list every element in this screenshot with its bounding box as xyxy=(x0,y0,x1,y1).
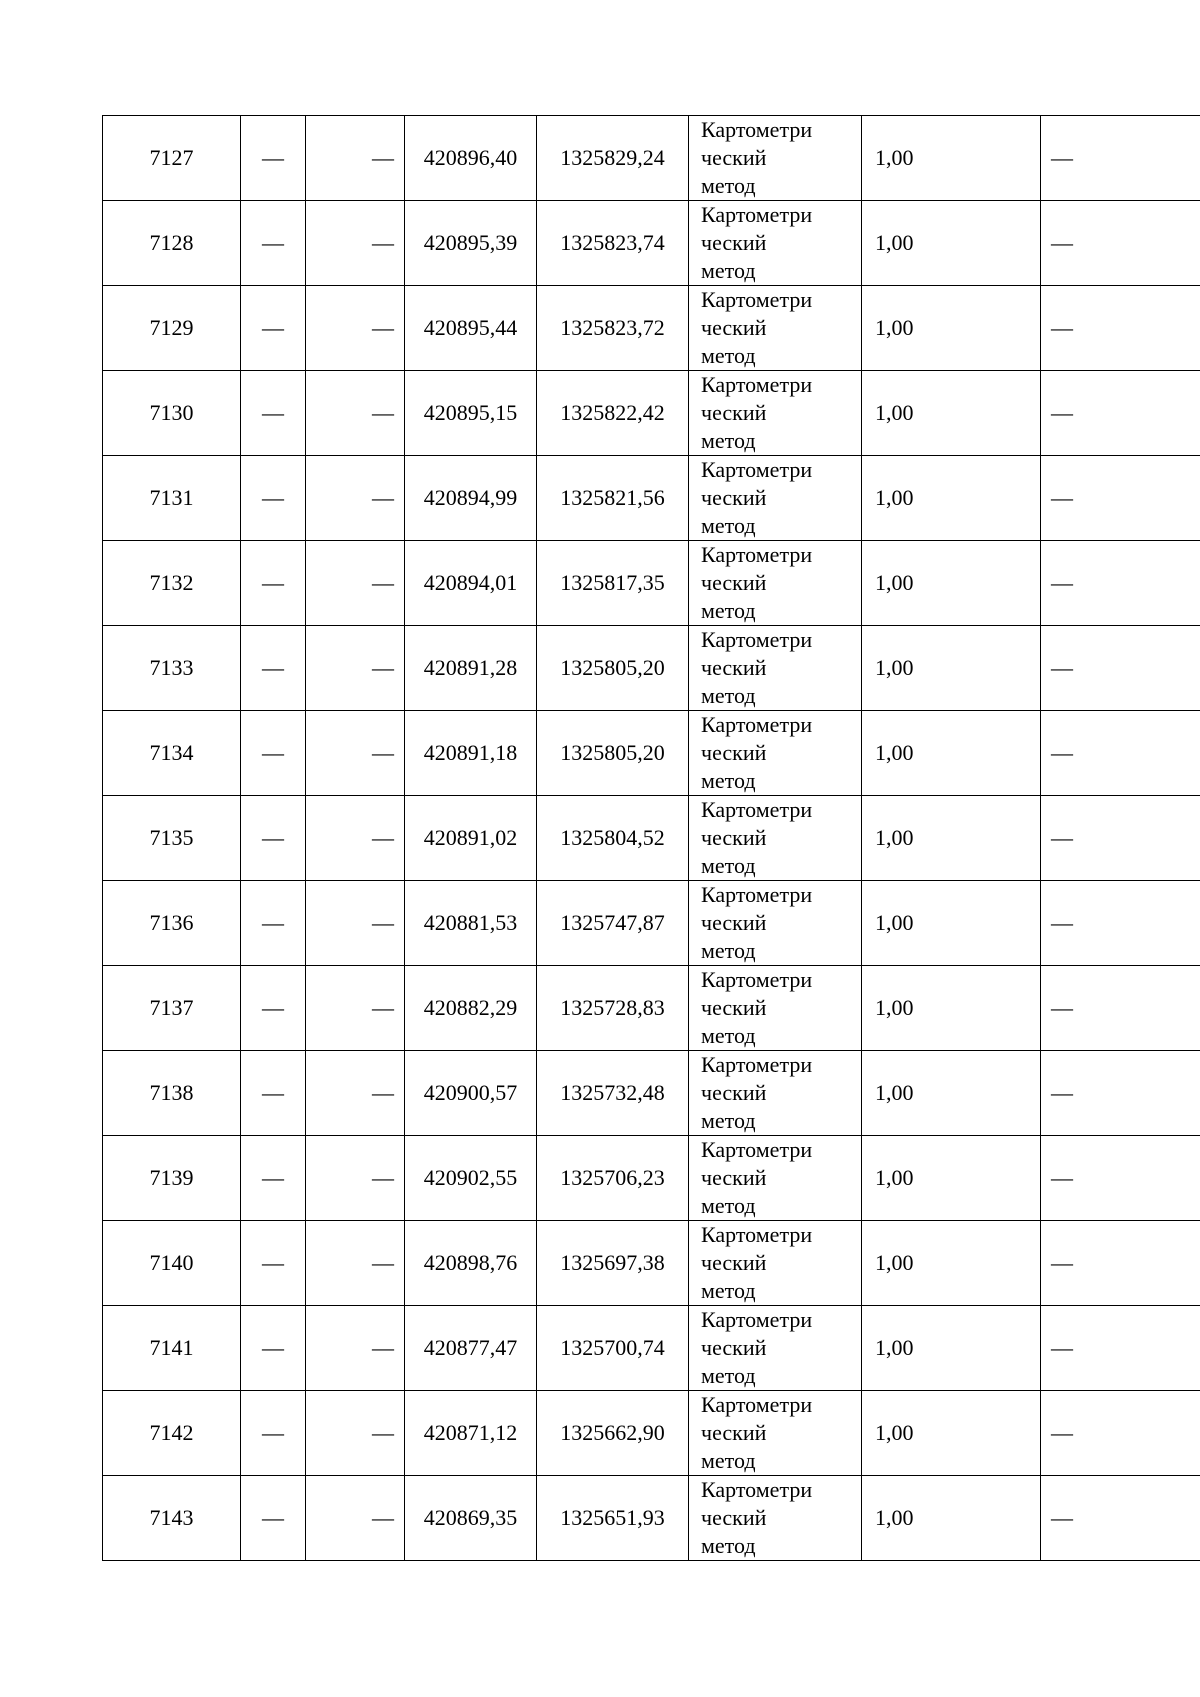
empty-dash-cell: — xyxy=(241,541,306,626)
empty-dash-cell: — xyxy=(1041,966,1200,1051)
accuracy-cell: 1,00 xyxy=(862,286,1041,371)
point-number-cell: 7138 xyxy=(103,1051,241,1136)
table-row xyxy=(103,1221,1200,1306)
x-coordinate-cell: 420896,40 xyxy=(405,116,537,201)
x-coordinate-cell: 420895,15 xyxy=(405,371,537,456)
accuracy-cell: 1,00 xyxy=(862,201,1041,286)
x-coordinate-cell: 420894,99 xyxy=(405,456,537,541)
empty-dash-cell: — xyxy=(241,371,306,456)
table-row xyxy=(103,1391,1200,1476)
accuracy-cell: 1,00 xyxy=(862,1136,1041,1221)
x-coordinate-cell: 420898,76 xyxy=(405,1221,537,1306)
method-cell: Картометри ческий метод xyxy=(689,711,862,796)
empty-dash-cell: — xyxy=(1041,1306,1200,1391)
point-number-cell: 7139 xyxy=(103,1136,241,1221)
empty-dash-cell: — xyxy=(1041,881,1200,966)
empty-dash-cell: — xyxy=(306,966,405,1051)
table-row xyxy=(103,371,1200,456)
empty-dash-cell: — xyxy=(306,1391,405,1476)
table-row xyxy=(103,881,1200,966)
x-coordinate-cell: 420891,02 xyxy=(405,796,537,881)
x-coordinate-cell: 420877,47 xyxy=(405,1306,537,1391)
x-coordinate-cell: 420871,12 xyxy=(405,1391,537,1476)
x-coordinate-cell: 420902,55 xyxy=(405,1136,537,1221)
point-number-cell: 7133 xyxy=(103,626,241,711)
table-row xyxy=(103,1051,1200,1136)
empty-dash-cell: — xyxy=(306,626,405,711)
empty-dash-cell: — xyxy=(1041,371,1200,456)
accuracy-cell: 1,00 xyxy=(862,881,1041,966)
method-cell: Картометри ческий метод xyxy=(689,286,862,371)
method-cell: Картометри ческий метод xyxy=(689,1476,862,1561)
empty-dash-cell: — xyxy=(1041,456,1200,541)
y-coordinate-cell: 1325804,52 xyxy=(537,796,689,881)
empty-dash-cell: — xyxy=(306,1476,405,1561)
table-row xyxy=(103,541,1200,626)
table-body xyxy=(103,116,1200,1561)
empty-dash-cell: — xyxy=(306,116,405,201)
table-row xyxy=(103,966,1200,1051)
empty-dash-cell: — xyxy=(241,1306,306,1391)
method-cell: Картометри ческий метод xyxy=(689,201,862,286)
empty-dash-cell: — xyxy=(1041,541,1200,626)
table-row xyxy=(103,1476,1200,1561)
accuracy-cell: 1,00 xyxy=(862,1221,1041,1306)
table-row xyxy=(103,796,1200,881)
empty-dash-cell: — xyxy=(241,116,306,201)
y-coordinate-cell: 1325700,74 xyxy=(537,1306,689,1391)
accuracy-cell: 1,00 xyxy=(862,1391,1041,1476)
accuracy-cell: 1,00 xyxy=(862,796,1041,881)
accuracy-cell: 1,00 xyxy=(862,1051,1041,1136)
empty-dash-cell: — xyxy=(241,201,306,286)
point-number-cell: 7127 xyxy=(103,116,241,201)
method-cell: Картометри ческий метод xyxy=(689,1391,862,1476)
method-cell: Картометри ческий метод xyxy=(689,1306,862,1391)
empty-dash-cell: — xyxy=(1041,286,1200,371)
empty-dash-cell: — xyxy=(241,1476,306,1561)
table-row xyxy=(103,116,1200,201)
method-cell: Картометри ческий метод xyxy=(689,456,862,541)
method-cell: Картометри ческий метод xyxy=(689,881,862,966)
x-coordinate-cell: 420869,35 xyxy=(405,1476,537,1561)
empty-dash-cell: — xyxy=(1041,1476,1200,1561)
accuracy-cell: 1,00 xyxy=(862,1306,1041,1391)
y-coordinate-cell: 1325805,20 xyxy=(537,711,689,796)
y-coordinate-cell: 1325805,20 xyxy=(537,626,689,711)
point-number-cell: 7129 xyxy=(103,286,241,371)
empty-dash-cell: — xyxy=(306,1221,405,1306)
empty-dash-cell: — xyxy=(1041,626,1200,711)
accuracy-cell: 1,00 xyxy=(862,626,1041,711)
accuracy-cell: 1,00 xyxy=(862,541,1041,626)
empty-dash-cell: — xyxy=(241,286,306,371)
empty-dash-cell: — xyxy=(241,456,306,541)
empty-dash-cell: — xyxy=(241,881,306,966)
accuracy-cell: 1,00 xyxy=(862,966,1041,1051)
point-number-cell: 7136 xyxy=(103,881,241,966)
method-cell: Картометри ческий метод xyxy=(689,116,862,201)
x-coordinate-cell: 420900,57 xyxy=(405,1051,537,1136)
empty-dash-cell: — xyxy=(241,1136,306,1221)
table-row xyxy=(103,286,1200,371)
empty-dash-cell: — xyxy=(241,1051,306,1136)
point-number-cell: 7140 xyxy=(103,1221,241,1306)
empty-dash-cell: — xyxy=(241,796,306,881)
empty-dash-cell: — xyxy=(1041,1391,1200,1476)
x-coordinate-cell: 420891,18 xyxy=(405,711,537,796)
y-coordinate-cell: 1325821,56 xyxy=(537,456,689,541)
point-number-cell: 7142 xyxy=(103,1391,241,1476)
empty-dash-cell: — xyxy=(306,711,405,796)
empty-dash-cell: — xyxy=(1041,116,1200,201)
empty-dash-cell: — xyxy=(1041,1136,1200,1221)
table-row xyxy=(103,626,1200,711)
empty-dash-cell: — xyxy=(306,456,405,541)
method-cell: Картометри ческий метод xyxy=(689,1136,862,1221)
y-coordinate-cell: 1325732,48 xyxy=(537,1051,689,1136)
y-coordinate-cell: 1325817,35 xyxy=(537,541,689,626)
y-coordinate-cell: 1325829,24 xyxy=(537,116,689,201)
table-row xyxy=(103,1136,1200,1221)
method-cell: Картометри ческий метод xyxy=(689,966,862,1051)
table-row xyxy=(103,1306,1200,1391)
empty-dash-cell: — xyxy=(1041,711,1200,796)
empty-dash-cell: — xyxy=(241,711,306,796)
accuracy-cell: 1,00 xyxy=(862,371,1041,456)
point-number-cell: 7141 xyxy=(103,1306,241,1391)
x-coordinate-cell: 420881,53 xyxy=(405,881,537,966)
y-coordinate-cell: 1325823,74 xyxy=(537,201,689,286)
y-coordinate-cell: 1325728,83 xyxy=(537,966,689,1051)
empty-dash-cell: — xyxy=(306,371,405,456)
x-coordinate-cell: 420882,29 xyxy=(405,966,537,1051)
method-cell: Картометри ческий метод xyxy=(689,1051,862,1136)
empty-dash-cell: — xyxy=(241,966,306,1051)
empty-dash-cell: — xyxy=(306,796,405,881)
point-number-cell: 7131 xyxy=(103,456,241,541)
accuracy-cell: 1,00 xyxy=(862,116,1041,201)
empty-dash-cell: — xyxy=(306,541,405,626)
method-cell: Картометри ческий метод xyxy=(689,626,862,711)
accuracy-cell: 1,00 xyxy=(862,711,1041,796)
empty-dash-cell: — xyxy=(241,626,306,711)
empty-dash-cell: — xyxy=(1041,1051,1200,1136)
y-coordinate-cell: 1325747,87 xyxy=(537,881,689,966)
empty-dash-cell: — xyxy=(241,1391,306,1476)
empty-dash-cell: — xyxy=(306,1136,405,1221)
method-cell: Картометри ческий метод xyxy=(689,1221,862,1306)
coordinates-table xyxy=(102,115,1200,1561)
x-coordinate-cell: 420894,01 xyxy=(405,541,537,626)
table-row xyxy=(103,201,1200,286)
accuracy-cell: 1,00 xyxy=(862,1476,1041,1561)
y-coordinate-cell: 1325662,90 xyxy=(537,1391,689,1476)
empty-dash-cell: — xyxy=(306,881,405,966)
empty-dash-cell: — xyxy=(306,201,405,286)
point-number-cell: 7130 xyxy=(103,371,241,456)
point-number-cell: 7128 xyxy=(103,201,241,286)
y-coordinate-cell: 1325706,23 xyxy=(537,1136,689,1221)
empty-dash-cell: — xyxy=(241,1221,306,1306)
table-row xyxy=(103,711,1200,796)
x-coordinate-cell: 420891,28 xyxy=(405,626,537,711)
empty-dash-cell: — xyxy=(1041,201,1200,286)
method-cell: Картометри ческий метод xyxy=(689,796,862,881)
y-coordinate-cell: 1325823,72 xyxy=(537,286,689,371)
table-row xyxy=(103,456,1200,541)
method-cell: Картометри ческий метод xyxy=(689,371,862,456)
point-number-cell: 7135 xyxy=(103,796,241,881)
empty-dash-cell: — xyxy=(1041,796,1200,881)
x-coordinate-cell: 420895,44 xyxy=(405,286,537,371)
y-coordinate-cell: 1325822,42 xyxy=(537,371,689,456)
y-coordinate-cell: 1325697,38 xyxy=(537,1221,689,1306)
empty-dash-cell: — xyxy=(306,1306,405,1391)
point-number-cell: 7132 xyxy=(103,541,241,626)
empty-dash-cell: — xyxy=(306,1051,405,1136)
accuracy-cell: 1,00 xyxy=(862,456,1041,541)
point-number-cell: 7137 xyxy=(103,966,241,1051)
x-coordinate-cell: 420895,39 xyxy=(405,201,537,286)
point-number-cell: 7143 xyxy=(103,1476,241,1561)
y-coordinate-cell: 1325651,93 xyxy=(537,1476,689,1561)
empty-dash-cell: — xyxy=(306,286,405,371)
empty-dash-cell: — xyxy=(1041,1221,1200,1306)
point-number-cell: 7134 xyxy=(103,711,241,796)
method-cell: Картометри ческий метод xyxy=(689,541,862,626)
